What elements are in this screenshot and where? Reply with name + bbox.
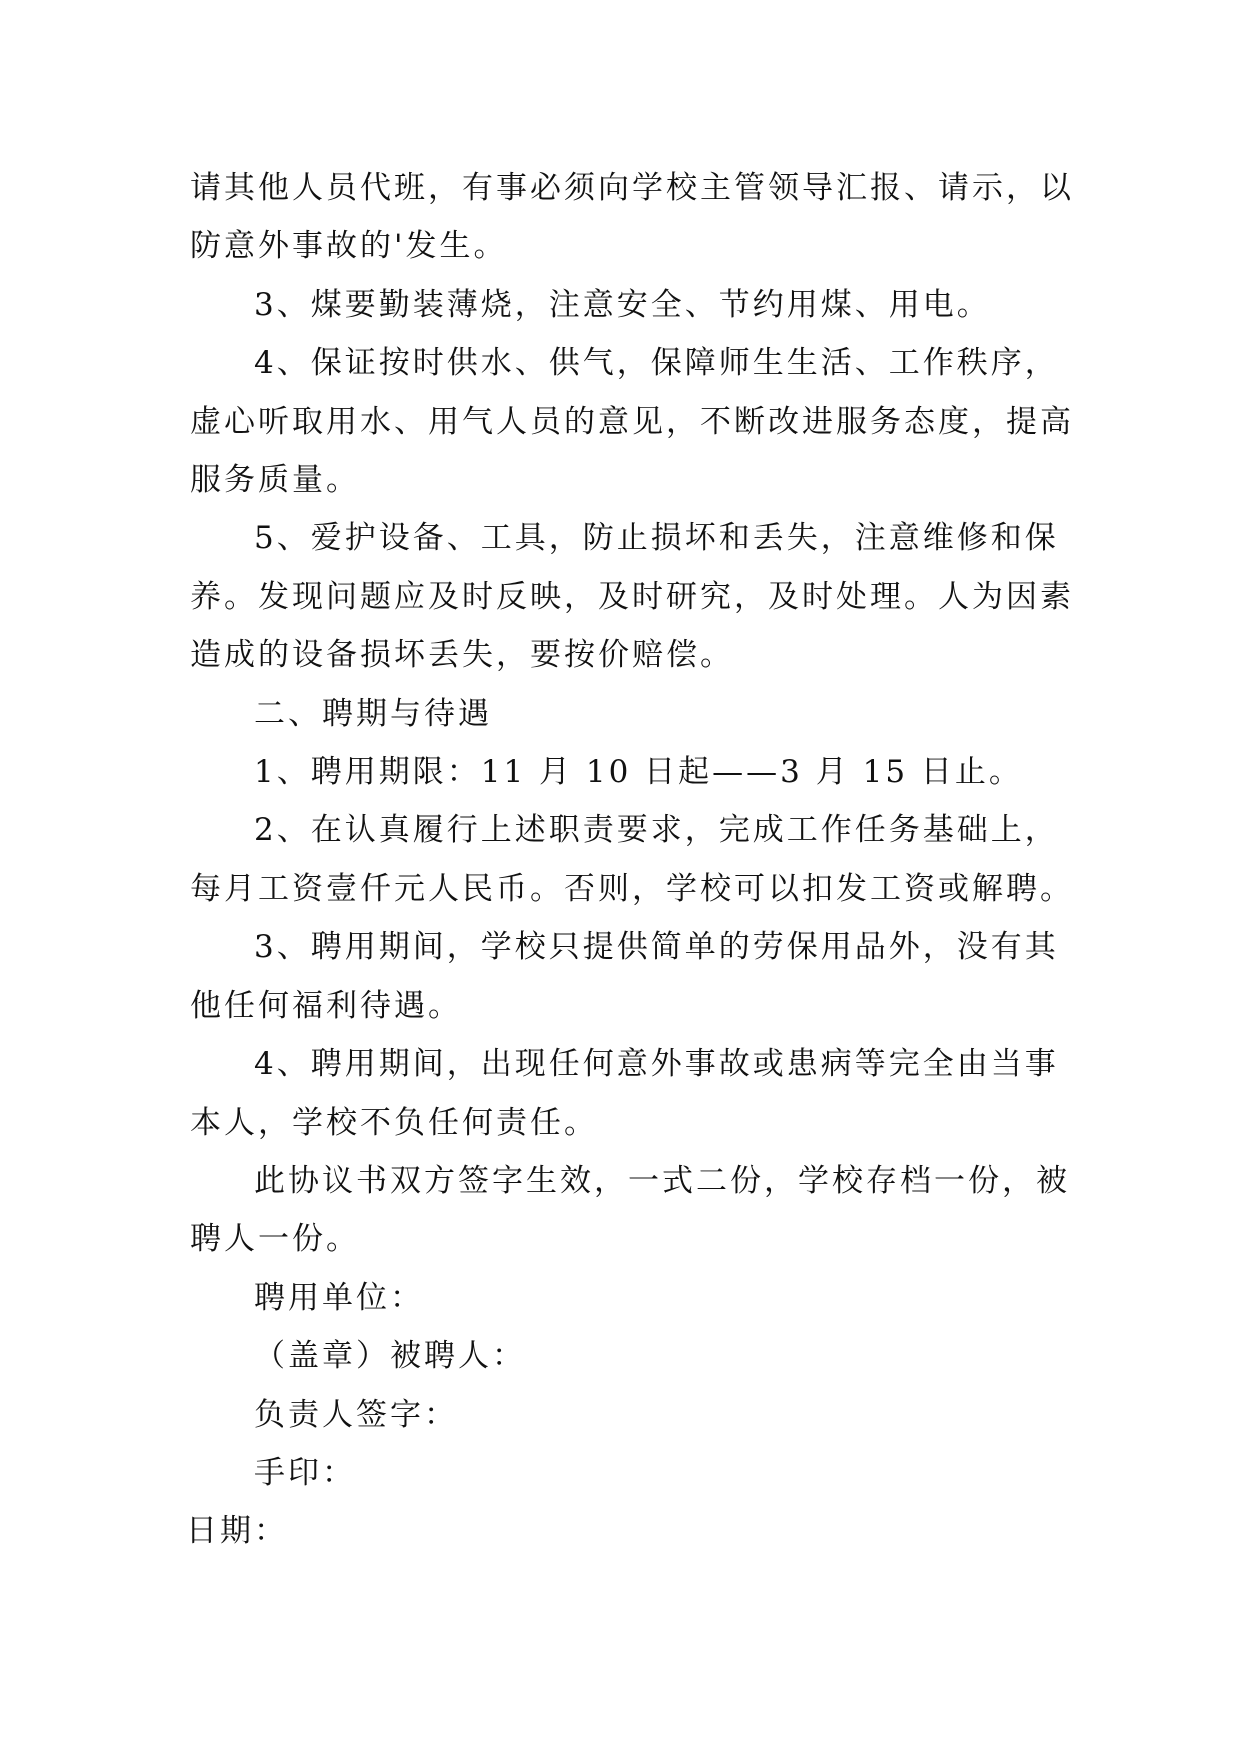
clause-5-equipment: 5、爱护设备、工具，防止损坏和丢失，注意维修和保 (254, 520, 1059, 557)
agreement-effect-paragraph: 此协议书双方签字生效，一式二份，学校存档一份，被 (254, 1162, 1070, 1199)
signature-date: 日期： (186, 1513, 288, 1550)
clause-4-liability: 4、聘用期间，出现任何意外事故或患病等完全由当事 (254, 1046, 1059, 1083)
body-line: 每月工资壹仟元人民币。否则，学校可以扣发工资或解聘。 (190, 870, 1074, 907)
body-line: 他任何福利待遇。 (190, 987, 462, 1024)
signature-seal-employee: （盖章）被聘人： (254, 1338, 526, 1375)
clause-1-term: 1、聘用期限：11 月 10 日起——3 月 15 日止。 (254, 754, 1023, 791)
body-line: 造成的设备损坏丢失，要按价赔偿。 (190, 637, 734, 674)
clause-2-salary: 2、在认真履行上述职责要求，完成工作任务基础上， (254, 812, 1059, 849)
body-line: 聘人一份。 (190, 1221, 360, 1258)
clause-3-benefits: 3、聘用期间，学校只提供简单的劳保用品外，没有其 (254, 929, 1059, 966)
section-heading-term-and-pay: 二、聘期与待遇 (254, 695, 492, 732)
body-line: 请其他人员代班，有事必须向学校主管领导汇报、请示，以 (190, 170, 1074, 206)
signature-responsible-person: 负责人签字： (254, 1396, 458, 1433)
body-line: 虚心听取用水、用气人员的意见，不断改进服务态度，提高 (190, 403, 1074, 440)
body-line: 本人，学校不负任何责任。 (190, 1104, 598, 1141)
clause-3-coal: 3、煤要勤装薄烧，注意安全、节约用煤、用电。 (254, 286, 991, 323)
signature-fingerprint: 手印： (254, 1454, 356, 1491)
body-line: 服务质量。 (190, 462, 360, 499)
signature-employer: 聘用单位： (254, 1279, 424, 1316)
document-body (186, 159, 1074, 1561)
body-line: 防意外事故的'发生。 (190, 228, 508, 265)
body-line: 养。发现问题应及时反映，及时研究，及时处理。人为因素 (190, 578, 1074, 615)
clause-4-supply: 4、保证按时供水、供气，保障师生生活、工作秩序， (254, 345, 1059, 382)
